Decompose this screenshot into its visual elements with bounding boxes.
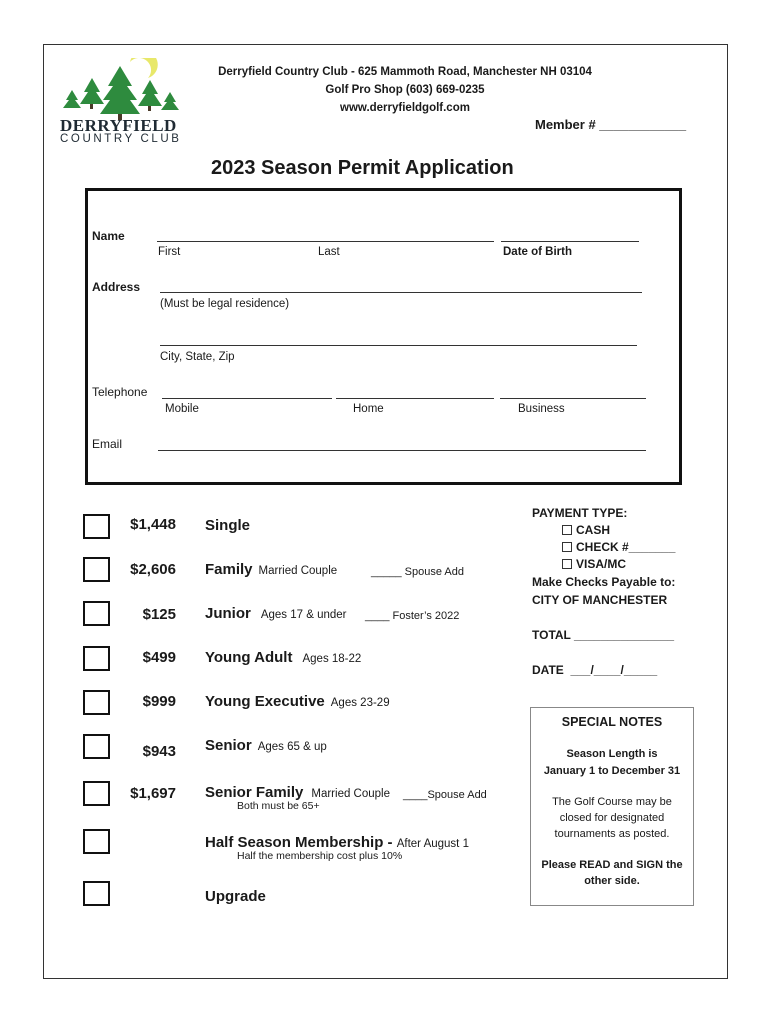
page-title: 2023 Season Permit Application — [211, 157, 514, 179]
payable-to-city: CITY OF MANCHESTER — [532, 593, 668, 607]
price-single: $1,448 — [130, 516, 176, 533]
price-family: $2,606 — [130, 561, 176, 578]
plan-note: Ages 17 & under — [260, 609, 347, 621]
payment-visa[interactable] — [562, 557, 626, 571]
total-field[interactable]: TOTAL _______________ — [532, 628, 675, 642]
name-label: Name — [92, 229, 125, 243]
plan-single — [205, 517, 250, 534]
member-number[interactable]: Member # ____________ — [535, 117, 687, 132]
tournament-note-3: tournaments as posted. — [554, 828, 670, 840]
plan-junior — [205, 605, 347, 622]
plan-name: Half Season Membership - — [205, 834, 397, 851]
price-senior: $943 — [142, 743, 176, 760]
date-field[interactable]: DATE ___/____/_____ — [532, 663, 658, 677]
plan-note: After August 1 — [396, 838, 469, 850]
payment-option-label: VISA/MC — [576, 557, 627, 571]
plan-name: Young Adult — [205, 649, 293, 666]
plan-upgrade — [205, 888, 266, 905]
price-young-adult: $499 — [142, 649, 176, 666]
plan-name: Junior — [205, 605, 251, 622]
spouse-add-senior[interactable]: ____Spouse Add — [403, 789, 487, 801]
website: www.derryfieldgolf.com — [340, 102, 470, 114]
plan-name: Family — [205, 561, 253, 578]
city-state-zip-field[interactable] — [160, 345, 637, 346]
plan-name: Senior — [205, 737, 252, 754]
checkbox-half-season[interactable] — [83, 829, 110, 854]
tournament-note-1: The Golf Course may be — [552, 796, 672, 808]
home-phone-field[interactable] — [336, 398, 494, 399]
plan-note: Ages 18-22 — [302, 653, 362, 665]
plan-senior-family — [205, 784, 390, 801]
checkbox-icon[interactable] — [562, 542, 572, 552]
last-label: Last — [318, 246, 340, 258]
tournament-note-2: closed for designated — [559, 812, 665, 824]
notes-title: SPECIAL NOTES — [561, 715, 663, 729]
plan-name: Single — [205, 517, 251, 534]
price-senior-family: $1,697 — [130, 785, 176, 802]
checkbox-icon[interactable] — [562, 559, 572, 569]
dob-label: Date of Birth — [503, 246, 572, 258]
half-season-note: Half the membership cost plus 10% — [237, 850, 403, 862]
payable-to-label: Make Checks Payable to: — [532, 575, 676, 589]
email-field[interactable] — [158, 450, 646, 451]
logo-wordmark: DERRYFIELD — [60, 116, 177, 135]
pro-shop-phone: Golf Pro Shop (603) 669-0235 — [325, 84, 485, 96]
telephone-label: Telephone — [92, 385, 148, 399]
read-sign-2: other side. — [584, 875, 640, 887]
applicant-info-box — [85, 188, 682, 485]
address-label: Address — [92, 280, 141, 294]
plan-note: Ages 23-29 — [330, 697, 390, 709]
city-state-zip-label: City, State, Zip — [160, 351, 235, 363]
plan-note: Married Couple — [258, 565, 338, 577]
first-label: First — [158, 246, 181, 258]
plan-note: Married Couple — [311, 788, 390, 800]
payment-option-label: CHECK #_______ — [576, 540, 676, 554]
plan-name: Upgrade — [205, 888, 266, 905]
plan-young-executive — [205, 693, 390, 710]
plan-name: Senior Family — [205, 784, 304, 801]
plan-family — [205, 561, 337, 578]
checkbox-upgrade[interactable] — [83, 881, 110, 906]
plan-senior — [205, 737, 327, 754]
checkbox-icon[interactable] — [562, 525, 572, 535]
club-address: Derryfield Country Club - 625 Mammoth Road, Manchester NH 03104 — [218, 66, 592, 78]
payment-cash[interactable] — [562, 523, 610, 537]
read-sign-1: Please READ and SIGN the — [541, 859, 683, 871]
season-length-2: January 1 to December 31 — [543, 765, 681, 777]
business-phone-field[interactable] — [500, 398, 646, 399]
mobile-label: Mobile — [165, 403, 199, 415]
mobile-field[interactable] — [162, 398, 332, 399]
plan-young-adult — [205, 649, 361, 666]
payment-option-label: CASH — [576, 523, 611, 537]
plan-half-season — [205, 834, 469, 851]
legal-residence-note: (Must be legal residence) — [160, 298, 290, 310]
dob-field[interactable] — [501, 241, 639, 242]
price-young-executive: $999 — [142, 693, 176, 710]
plan-name: Young Executive — [205, 693, 325, 710]
email-label: Email — [92, 437, 123, 451]
address-field[interactable] — [160, 292, 642, 293]
price-junior: $125 — [142, 606, 176, 623]
payment-check[interactable] — [562, 540, 675, 554]
payment-type-title: PAYMENT TYPE: — [532, 506, 628, 520]
fosters-2022[interactable]: ____ Foster’s 2022 — [365, 610, 460, 622]
name-field[interactable] — [157, 241, 494, 242]
season-length-1: Season Length is — [566, 748, 658, 760]
home-label: Home — [353, 403, 384, 415]
logo-subtitle: COUNTRY CLUB — [60, 133, 182, 145]
plan-note: Ages 65 & up — [257, 741, 327, 753]
senior-family-note: Both must be 65+ — [237, 800, 320, 812]
special-notes-box — [530, 707, 694, 906]
business-label: Business — [518, 403, 565, 415]
spouse-add-family[interactable]: _____ Spouse Add — [371, 566, 464, 578]
